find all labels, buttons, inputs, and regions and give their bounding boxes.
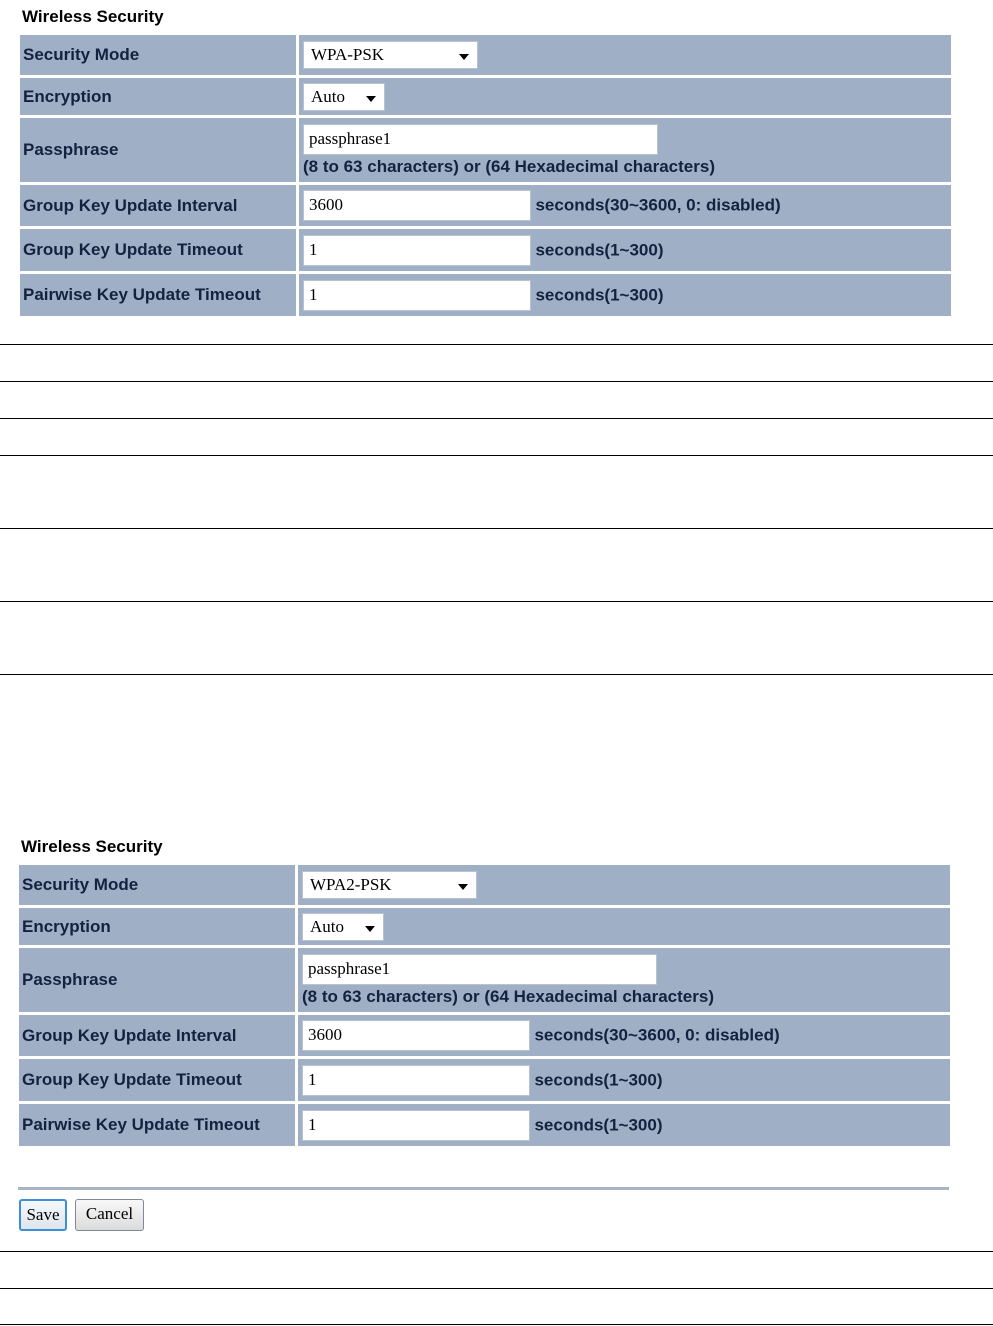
group-key-timeout-label: Group Key Update Timeout bbox=[20, 229, 296, 271]
row-passphrase bbox=[20, 118, 951, 182]
security-settings-table bbox=[16, 862, 953, 1149]
button-bar-separator bbox=[18, 1187, 949, 1190]
divider bbox=[0, 344, 993, 345]
security-mode-select[interactable] bbox=[302, 871, 477, 899]
row-group-key-interval bbox=[19, 1015, 950, 1056]
group-key-interval-label: Group Key Update Interval bbox=[19, 1015, 295, 1056]
encryption-value: Auto bbox=[311, 86, 345, 106]
group-key-interval-hint: seconds(30~3600, 0: disabled) bbox=[535, 195, 781, 215]
chevron-down-icon bbox=[459, 54, 469, 60]
passphrase-label: Passphrase bbox=[20, 118, 296, 182]
security-mode-select[interactable] bbox=[303, 41, 478, 69]
group-key-interval-input[interactable]: 3600 bbox=[303, 190, 531, 221]
encryption-select[interactable] bbox=[302, 913, 384, 941]
group-key-interval-input[interactable]: 3600 bbox=[302, 1020, 530, 1051]
passphrase-input[interactable]: passphrase1 bbox=[302, 954, 657, 985]
row-pairwise-key-timeout bbox=[20, 274, 951, 316]
security-mode-label: Security Mode bbox=[19, 865, 295, 905]
security-mode-value: WPA-PSK bbox=[311, 45, 385, 64]
divider bbox=[0, 455, 993, 456]
row-pairwise-key-timeout bbox=[19, 1104, 950, 1146]
row-group-key-timeout bbox=[19, 1059, 950, 1101]
panel-title: Wireless Security bbox=[21, 837, 163, 856]
security-mode-value: WPA2-PSK bbox=[310, 875, 392, 894]
divider bbox=[0, 601, 993, 602]
chevron-down-icon bbox=[366, 96, 376, 102]
divider bbox=[0, 528, 993, 529]
passphrase-input[interactable]: passphrase1 bbox=[303, 124, 658, 155]
pairwise-key-timeout-label: Pairwise Key Update Timeout bbox=[20, 274, 296, 316]
security-settings-table bbox=[17, 32, 954, 319]
group-key-timeout-label: Group Key Update Timeout bbox=[19, 1059, 295, 1101]
pairwise-key-timeout-hint: seconds(1~300) bbox=[535, 285, 664, 304]
row-group-key-timeout bbox=[20, 229, 951, 271]
chevron-down-icon bbox=[458, 884, 468, 890]
divider bbox=[0, 381, 993, 382]
passphrase-label: Passphrase bbox=[19, 948, 295, 1012]
save-button[interactable]: Save bbox=[19, 1199, 67, 1231]
divider bbox=[0, 1251, 993, 1252]
divider bbox=[0, 1324, 993, 1325]
pairwise-key-timeout-hint: seconds(1~300) bbox=[534, 1115, 663, 1134]
passphrase-hint: (8 to 63 characters) or (64 Hexadecimal characters) bbox=[303, 156, 715, 176]
group-key-timeout-input[interactable]: 1 bbox=[302, 1065, 530, 1096]
group-key-timeout-hint: seconds(1~300) bbox=[535, 240, 664, 259]
row-passphrase bbox=[19, 948, 950, 1012]
divider bbox=[0, 674, 993, 675]
encryption-label: Encryption bbox=[19, 908, 295, 945]
divider bbox=[0, 1288, 993, 1289]
encryption-value: Auto bbox=[310, 916, 344, 936]
row-group-key-interval bbox=[20, 185, 951, 226]
divider bbox=[0, 418, 993, 419]
panel-title: Wireless Security bbox=[22, 7, 164, 26]
group-key-timeout-hint: seconds(1~300) bbox=[534, 1070, 663, 1089]
group-key-interval-hint: seconds(30~3600, 0: disabled) bbox=[534, 1025, 780, 1045]
encryption-label: Encryption bbox=[20, 78, 296, 115]
group-key-timeout-input[interactable]: 1 bbox=[303, 235, 531, 266]
row-security-mode bbox=[20, 35, 951, 75]
row-encryption bbox=[20, 78, 951, 115]
chevron-down-icon bbox=[365, 926, 375, 932]
cancel-button[interactable]: Cancel bbox=[75, 1199, 144, 1231]
row-encryption bbox=[19, 908, 950, 945]
pairwise-key-timeout-input[interactable]: 1 bbox=[303, 280, 531, 311]
group-key-interval-label: Group Key Update Interval bbox=[20, 185, 296, 226]
row-security-mode bbox=[19, 865, 950, 905]
security-mode-label: Security Mode bbox=[20, 35, 296, 75]
pairwise-key-timeout-label: Pairwise Key Update Timeout bbox=[19, 1104, 295, 1146]
passphrase-hint: (8 to 63 characters) or (64 Hexadecimal characters) bbox=[302, 986, 714, 1006]
pairwise-key-timeout-input[interactable]: 1 bbox=[302, 1110, 530, 1141]
encryption-select[interactable] bbox=[303, 83, 385, 111]
